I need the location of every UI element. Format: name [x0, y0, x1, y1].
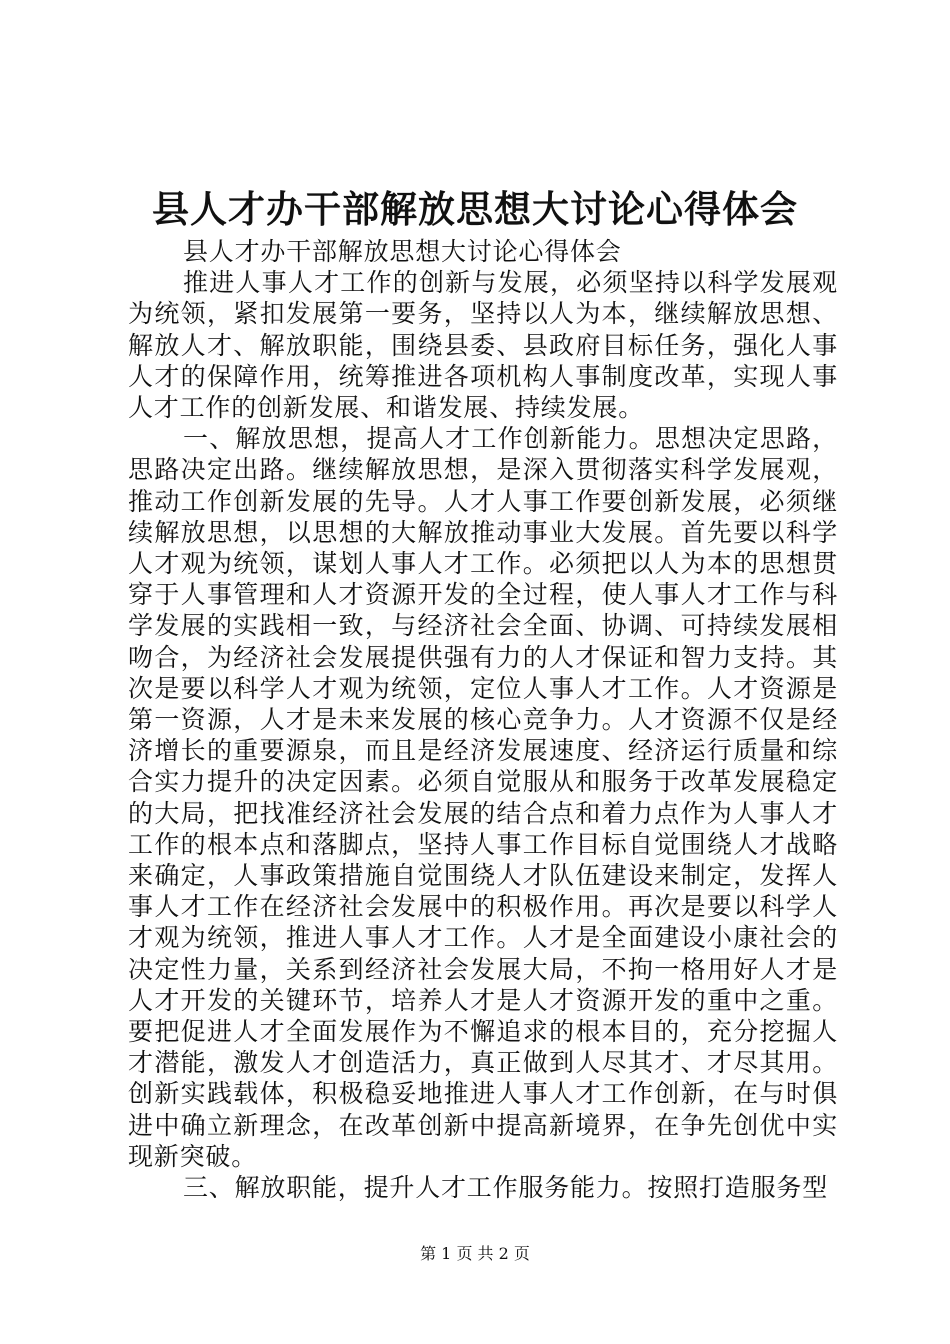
- section-one-paragraph: 一、解放思想，提高人才工作创新能力。思想决定思路，思路决定出路。继续解放思想，是深入贯彻落实科学发展观，推动工作创新发展的先导。人才人事工作要创新发展，必须继续解放思想，以思想的大解放推动事业大发展。首先要以科学人才观为统领，谋划人事人才工作。必须把以人为本的思想贯穿于人事管理和人才资源开发的全过程，使人事人才工作与科学发展的实践相一致，与经济社会全面、协调、可持续发展相吻合，为经济社会发展提供强有力的人才保证和智力支持。其次是要以科学人才观为统领，定位人事人才工作。人才资源是第一资源，人才是未来发展的核心竞争力。人才资源不仅是经济增长的重要源泉，而且是经济发展速度、经济运行质量和综合实力提升的决定因素。必须自觉服从和服务于改革发展稳定的大局，把找准经济社会发展的结合点和着力点作为人事人才工作的根本点和落脚点，坚持人事工作目标自觉围绕人才战略来确定，人事政策措施自觉围绕人才队伍建设来制定，发挥人事人才工作在经济社会发展中的积极作用。再次是要以科学人才观为统领，推进人事人才工作。人才是全面建设小康社会的决定性力量，关系到经济社会发展大局，不拘一格用好人才是人才开发的关键环节，培养人才是人才资源开发的重中之重。要把促进人才全面发展作为不懈追求的根本目的，充分挖掘人才潜能，激发人才创造活力，真正做到人尽其才、才尽其用。创新实践载体，积极稳妥地推进人事人才工作创新，在与时俱进中确立新理念，在改革创新中提高新境界，在争先创优中实现新突破。: [128, 424, 838, 1171]
- document-title: 县人才办干部解放思想大讨论心得体会: [152, 187, 798, 231]
- section-three-paragraph: 三、解放职能，提升人才工作服务能力。按照打造服务型: [183, 1173, 829, 1203]
- page-number-footer: 第 1 页 共 2 页: [420, 1244, 530, 1263]
- intro-paragraph: 推进人事人才工作的创新与发展，必须坚持以科学发展观为统领，紧扣发展第一要务，坚持以人为本，继续解放思想、解放人才、解放职能，围绕县委、县政府目标任务，强化人事人才的保障作用，统筹推进各项机构人事制度改革，实现人事人才工作的创新发展、和谐发展、持续发展。: [128, 268, 838, 423]
- subtitle-paragraph: 县人才办干部解放思想大讨论心得体会: [183, 237, 622, 266]
- document-body: [128, 236, 838, 1203]
